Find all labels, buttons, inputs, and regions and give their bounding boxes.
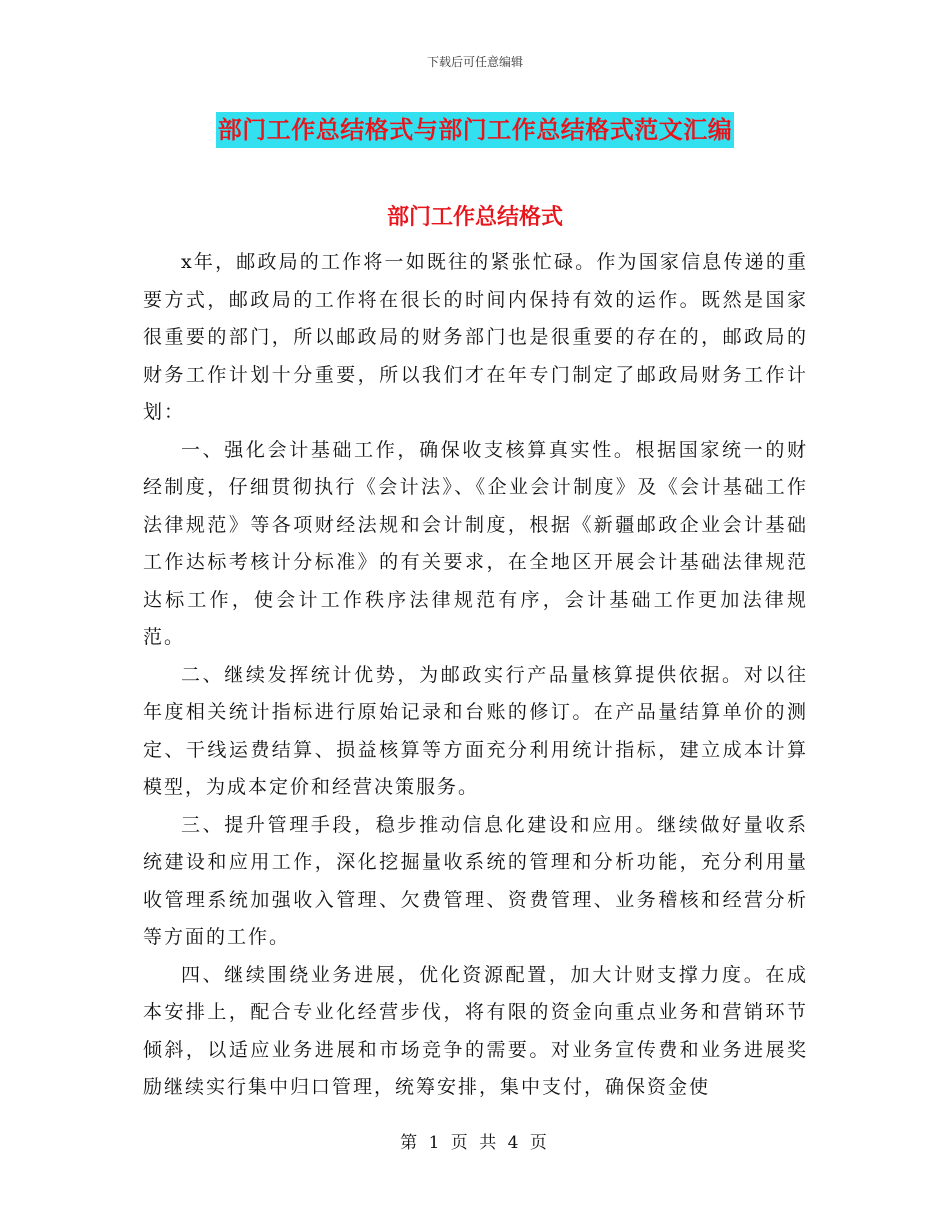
paragraph-item-1: 一、强化会计基础工作，确保收支核算真实性。根据国家统一的财经制度，仔细贯彻执行《会计法》、《企业会计制度》及《会计基础工作法律规范》等各项财经法规和会计制度，根据《新疆邮政企业会计基础工作达标考核计分标准》的有关要求，在全地区开展会计基础法律规范达标工作，使会计工作秩序法律规范有序，会计基础工作更加法律规范。	[143, 438, 808, 648]
document-body	[143, 244, 808, 1107]
section-title: 部门工作总结格式	[386, 204, 563, 230]
paragraph-intro: x年，邮政局的工作将一如既往的紧张忙碌。作为国家信息传递的重要方式，邮政局的工作将在很长的时间内保持有效的运作。既然是国家很重要的部门，所以邮政局的财务部门也是很重要的存在的，邮政局的财务工作计划十分重要，所以我们才在年专门制定了邮政局财务工作计划：	[143, 251, 808, 423]
page-footer: 第 1 页 共 4 页	[400, 1133, 550, 1153]
header-note: 下载后可任意编辑	[426, 55, 523, 69]
paragraph-item-3: 三、提升管理手段，稳步推动信息化建设和应用。继续做好量收系统建设和应用工作，深化挖掘量收系统的管理和分析功能，充分利用量收管理系统加强收入管理、欠费管理、资费管理、业务稽核和经营分析等方面的工作。	[143, 813, 808, 948]
paragraph-item-4: 四、继续围绕业务进展，优化资源配置，加大计财支撑力度。在成本安排上，配合专业化经营步伐，将有限的资金向重点业务和营销环节倾斜，以适应业务进展和市场竞争的需要。对业务宣传费和业务进展奖励继续实行集中归口管理，统筹安排，集中支付，确保资金使	[143, 963, 808, 1098]
paragraph-item-2: 二、继续发挥统计优势，为邮政实行产品量核算提供依据。对以往年度相关统计指标进行原始记录和台账的修订。在产品量结算单价的测定、干线运费结算、损益核算等方面充分利用统计指标，建立成本计算模型，为成本定价和经营决策服务。	[143, 663, 808, 798]
document-title: 部门工作总结格式与部门工作总结格式范文汇编	[216, 112, 735, 148]
document-title-container	[0, 112, 950, 148]
